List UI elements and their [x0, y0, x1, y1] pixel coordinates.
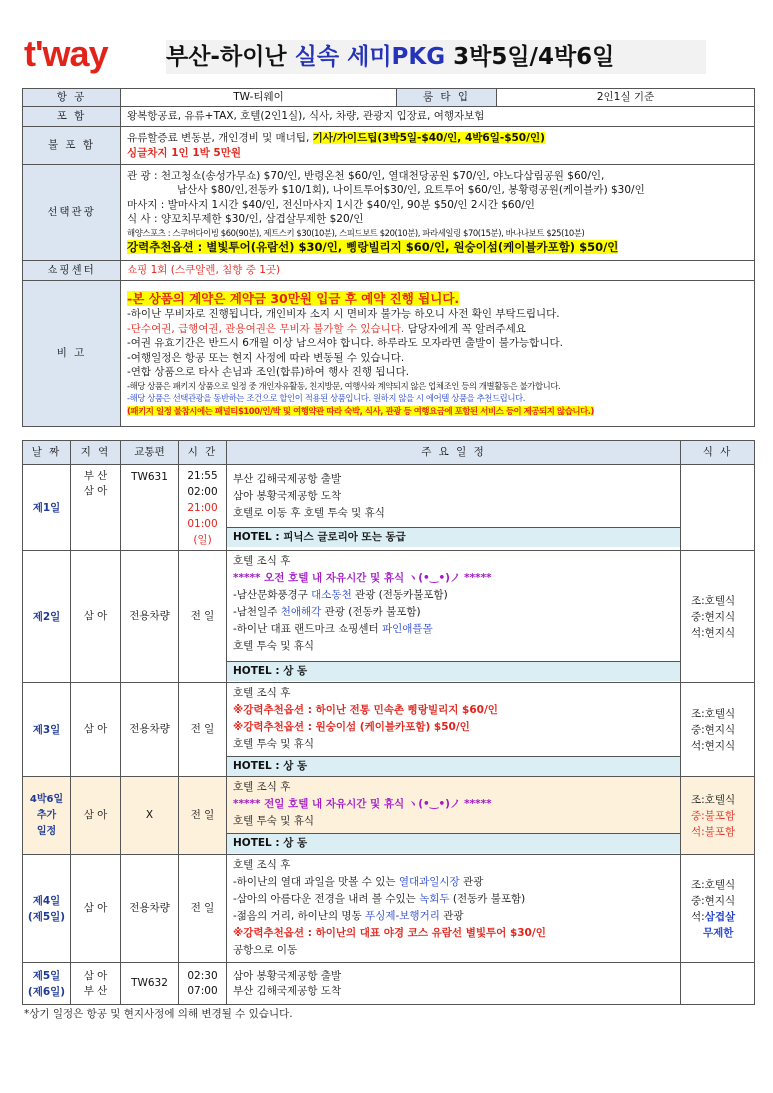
- note-schedule: -여행일정은 항공 또는 현지 사정에 따라 변동될 수 있습니다.: [127, 351, 405, 364]
- exclude-value: [121, 127, 755, 165]
- optional-tour: ※강력추천옵션 : 하이난의 대표 야경 코스 유람선 별빛투어 $30/인: [233, 927, 546, 939]
- day4-label: [23, 855, 71, 963]
- day2-region: 삼 아: [71, 551, 121, 683]
- col-region: 지 역: [71, 441, 121, 465]
- extra-day-label: [23, 777, 71, 855]
- exclude-guide-tip: 기사/가이드팁(3박5일-$40/인, 4박6일-$50/인): [312, 132, 545, 144]
- plan-text: 관광 (전동카 불포함): [321, 606, 421, 618]
- time: 02:30: [187, 970, 218, 982]
- plan-line: 호텔 투숙 및 휴식: [233, 640, 315, 652]
- day2-time: 전 일: [179, 551, 227, 683]
- sight-name: 열대과일시장: [398, 876, 460, 888]
- plan-line: 호텔로 이동 후 호텔 투숙 및 휴식: [233, 507, 385, 519]
- note-penalty: (패키지 일정 불참시에는 패널티$100/인/박 및 여행약관 따라 숙박, 식사, 관광 등 여행요금에 포함된 서비스 등이 제공되지 않습니다.): [127, 405, 594, 416]
- day2-transport: 전용차량: [121, 551, 179, 683]
- single-charge: 싱글차지 1인 1박 5만원: [127, 146, 242, 159]
- note-visa: -하이난 무비자로 진행됩니다, 개인비자 소지 시 면비자 불가능 하오니 사전 확인 부탁드립니다.: [127, 308, 560, 321]
- plan-text: -하이난의 열대 과일을 맛볼 수 있는: [233, 876, 399, 888]
- meal-breakfast: 조:호텔식: [691, 707, 736, 720]
- time: 21:00: [187, 502, 218, 514]
- page-title: [166, 40, 706, 74]
- day2-row: [23, 551, 755, 683]
- plan-text: -젊음의 거리, 하이난의 명동: [233, 910, 366, 922]
- note-validity: -여권 유효기간은 반드시 6개월 이상 남으셔야 합니다. 하루라도 모자라면 출발이 불가능합니다.: [127, 337, 563, 350]
- day3-meal: [681, 683, 755, 777]
- day-label-line: 추가: [36, 809, 57, 821]
- meal-breakfast: 조:호텔식: [691, 878, 736, 891]
- optional-tour: ※강력추천옵션 : 하이난 전통 민속촌 삥랑빌리지 $60/인: [233, 704, 498, 716]
- col-meal: 식 사: [681, 441, 755, 465]
- optional-sports: 해양스포츠 : 스쿠버다이빙 $60(90분), 제트스키 $30(10분), 스피드보트 $20(10분), 파라세일링 $70(15분), 바나나보트 $25(10분): [127, 227, 585, 238]
- sight-name: 천애해각: [280, 606, 322, 618]
- extra-meal: [681, 777, 755, 855]
- shopping-label: 쇼핑센터: [23, 261, 121, 281]
- day4-transport: 전용차량: [121, 855, 179, 963]
- plan-text: -남산문화풍경구: [233, 589, 312, 601]
- day1-transport: TW631: [121, 465, 179, 551]
- meal-dinner: 석:현지식: [691, 739, 736, 752]
- plan-line: 삼아 봉황국제공항 출발: [233, 970, 342, 982]
- day5-region: [71, 963, 121, 1005]
- sight-name: 파인애플몰: [382, 623, 433, 635]
- day3-hotel: HOTEL : 상 동: [227, 756, 680, 776]
- day1-row: [23, 465, 755, 551]
- plan-text: 관광: [439, 910, 464, 922]
- shopping-value: 쇼핑 1회 (스쿠알렌, 침향 중 1곳): [121, 261, 755, 281]
- plan-line: 호텔 투숙 및 휴식: [233, 738, 315, 750]
- col-plan: 주 요 일 정: [227, 441, 681, 465]
- note-discount: -해당 상품은 선택관광을 동반하는 조건으로 할인이 적용된 상품입니다. 원하지 않을 시 에어텔 상품을 추천드립니다.: [127, 393, 525, 404]
- plan-line: 호텔 조식 후: [233, 859, 291, 871]
- day4-row: [23, 855, 755, 963]
- include-value: 왕복항공료, 유류+TAX, 호텔(2인1실), 식사, 차량, 관광지 입장료, 여행자보험: [121, 107, 755, 127]
- extra-hotel: HOTEL : 상 동: [227, 833, 680, 853]
- plan-line: 공항으로 이동: [233, 944, 298, 956]
- optional-strong: 강력추천옵션 : 별빛투어(유람선) $30/인, 삥랑빌리지 $60/인, 원숭이섬(케이블카포함) $50/인: [127, 240, 619, 255]
- day-label-line: (제5일): [27, 910, 66, 923]
- time: 02:00: [187, 486, 218, 498]
- title-part1: 부산-하이난: [166, 44, 295, 70]
- time: (일): [193, 534, 212, 546]
- exclude-label: 불 포 함: [23, 127, 121, 165]
- col-day: 날 짜: [23, 441, 71, 465]
- meal-lunch: 중:현지식: [691, 610, 736, 623]
- plan-line: 호텔 투숙 및 휴식: [233, 815, 315, 827]
- day3-time: 전 일: [179, 683, 227, 777]
- day1-plan: [227, 465, 681, 551]
- note-passport-warning: -단수여권, 급행여권, 관용여권은 무비자 불가할 수 있습니다.: [127, 322, 405, 335]
- region-busan: 부 산: [83, 984, 108, 997]
- optional-tour: ※강력추천옵션 : 원숭이섬 (케이블카포함) $50/인: [233, 721, 470, 733]
- plan-line: 호텔 조식 후: [233, 781, 291, 793]
- sight-name: 대소동천: [311, 589, 352, 601]
- optional-line: 마사지 : 발마사지 1시간 $40/인, 전신마사지 1시간 $40/인, 90분 $50/인 2시간 $60/인: [127, 198, 535, 211]
- day-label-line: 일정: [36, 825, 57, 837]
- optional-label: 선택관광: [23, 165, 121, 261]
- time: 21:55: [187, 470, 218, 482]
- meal-dinner: 석:현지식: [691, 626, 736, 639]
- region-sanya: 삼 아: [83, 970, 108, 982]
- optional-line: 남산사 $80/인,전동카 $10/1회), 나이트투어$30/인, 요트투어 $60/인, 봉황령공원(케이블카) $30/인: [177, 184, 645, 197]
- room-label: 룸 타 입: [397, 89, 497, 107]
- day2-hotel: HOTEL : 상 동: [227, 661, 680, 681]
- time: 01:00: [187, 518, 218, 530]
- room-value: 2인1실 기준: [497, 89, 755, 107]
- day5-transport: TW632: [121, 963, 179, 1005]
- airline-value: TW-티웨이: [121, 89, 397, 107]
- plan-text: 관광 (전동카불포함): [351, 589, 448, 601]
- sight-name: 녹회두: [419, 893, 450, 905]
- day4-time: 전 일: [179, 855, 227, 963]
- meal-dinner: 석:불포함: [691, 825, 736, 838]
- day5-time: [179, 963, 227, 1005]
- plan-text: (전동카 불포함): [449, 893, 526, 905]
- extra-time: 전 일: [179, 777, 227, 855]
- day3-transport: 전용차량: [121, 683, 179, 777]
- day1-hotel: HOTEL : 피닉스 글로리아 또는 동급: [227, 527, 680, 547]
- day3-label: 제3일: [23, 683, 71, 777]
- meal-breakfast: 조:호텔식: [691, 594, 736, 607]
- day5-label: [23, 963, 71, 1005]
- notes-value: [121, 281, 755, 427]
- day-label-line: (제6일): [27, 985, 66, 998]
- footnote: *상기 일정은 항공 및 현지사정에 의해 변경될 수 있습니다.: [24, 1008, 293, 1020]
- meal-lunch: 중:불포함: [691, 809, 736, 822]
- col-time: 시 간: [179, 441, 227, 465]
- day5-plan: [227, 963, 681, 1005]
- meal-lunch: 중:현지식: [691, 894, 736, 907]
- day1-region: [71, 465, 121, 551]
- extra-transport: X: [121, 777, 179, 855]
- day2-plan: [227, 551, 681, 683]
- optional-line: 관 광 : 천고청쇼(송성가무쇼) $70/인, 반령온천 $60/인, 열대천당공원 $70/인, 야노다삼림공원 $60/인,: [127, 169, 605, 182]
- day4-meal: [681, 855, 755, 963]
- plan-line: 삼아 봉황국제공항 도착: [233, 490, 342, 502]
- note-package: -해당 상품은 패키지 상품으로 일정 중 개인자유활동, 친지방문, 여행사와 계약되지 않은 업체조인 등의 개별활동은 불가합니다.: [127, 380, 561, 391]
- day4-region: 삼 아: [71, 855, 121, 963]
- note-contract: -본 상품의 계약은 계약금 30만원 입금 후 예약 진행 됩니다.: [127, 290, 460, 306]
- free-time: ***** 오전 호텔 내 자유시간 및 휴식 ヽ(•‿•)ノ *****: [233, 572, 492, 584]
- day-label-line: 4박6일: [29, 793, 64, 805]
- plan-line: 부산 김해국제공항 출발: [233, 473, 342, 485]
- extra-region: 삼 아: [71, 777, 121, 855]
- include-label: 포 함: [23, 107, 121, 127]
- day1-time: [179, 465, 227, 551]
- plan-line: 호텔 조식 후: [233, 555, 291, 567]
- plan-line: 부산 김해국제공항 도착: [233, 984, 342, 997]
- extra-day-row: [23, 777, 755, 855]
- tway-logo: t'way: [24, 33, 108, 74]
- airline-label: 항 공: [23, 89, 121, 107]
- day4-plan: [227, 855, 681, 963]
- note-joint: -연합 상품으로 타사 손님과 조인(합류)하여 행사 진행 됩니다.: [127, 366, 410, 379]
- free-time: ***** 전일 호텔 내 자유시간 및 휴식 ヽ(•‿•)ノ *****: [233, 798, 492, 810]
- plan-text: 관광: [459, 876, 484, 888]
- info-table: [22, 88, 755, 427]
- exclude-line1: 유류할증료 변동분, 개인경비 및 매너팁,: [127, 132, 313, 144]
- optional-line: 식 사 : 양꼬치무제한 $30/인, 삼겹살무제한 $20/인: [127, 213, 364, 226]
- col-transport: 교통편: [121, 441, 179, 465]
- time: 07:00: [187, 984, 218, 997]
- meal-dinner-special: 무제한: [703, 926, 734, 939]
- meal-breakfast: 조:호텔식: [691, 793, 736, 806]
- meal-lunch: 중:현지식: [691, 723, 736, 736]
- title-part3: 3박5일/4박6일: [445, 44, 615, 70]
- day2-meal: [681, 551, 755, 683]
- extra-plan: [227, 777, 681, 855]
- plan-text: -남천일주: [233, 606, 281, 618]
- optional-value: [121, 165, 755, 261]
- region-sanya: 삼 아: [83, 484, 108, 497]
- day-label-line: 제4일: [32, 894, 61, 907]
- day3-region: 삼 아: [71, 683, 121, 777]
- day5-row: [23, 963, 755, 1005]
- plan-text: -하이난 대표 랜드마크 쇼핑센터: [233, 623, 382, 635]
- day1-meal: [681, 465, 755, 551]
- note-passport-rest: 담당자에게 꼭 알려주세요: [404, 322, 526, 335]
- notes-label: 비 고: [23, 281, 121, 427]
- sight-name: 푸싱제-보행거리: [365, 910, 440, 922]
- meal-dinner-special: 삼겹살: [704, 910, 736, 923]
- meal-dinner: 석:: [691, 910, 705, 923]
- plan-text: -삼아의 아름다운 전경을 내려 볼 수있는: [233, 893, 420, 905]
- day3-plan: [227, 683, 681, 777]
- day3-row: [23, 683, 755, 777]
- plan-line: 호텔 조식 후: [233, 687, 291, 699]
- region-busan: 부 산: [83, 470, 108, 482]
- day5-meal: [681, 963, 755, 1005]
- schedule-table: [22, 440, 755, 1005]
- day-label-line: 제5일: [32, 969, 61, 982]
- title-part2: 실속 세미PKG: [294, 44, 446, 70]
- day1-label: 제1일: [23, 465, 71, 551]
- day2-label: 제2일: [23, 551, 71, 683]
